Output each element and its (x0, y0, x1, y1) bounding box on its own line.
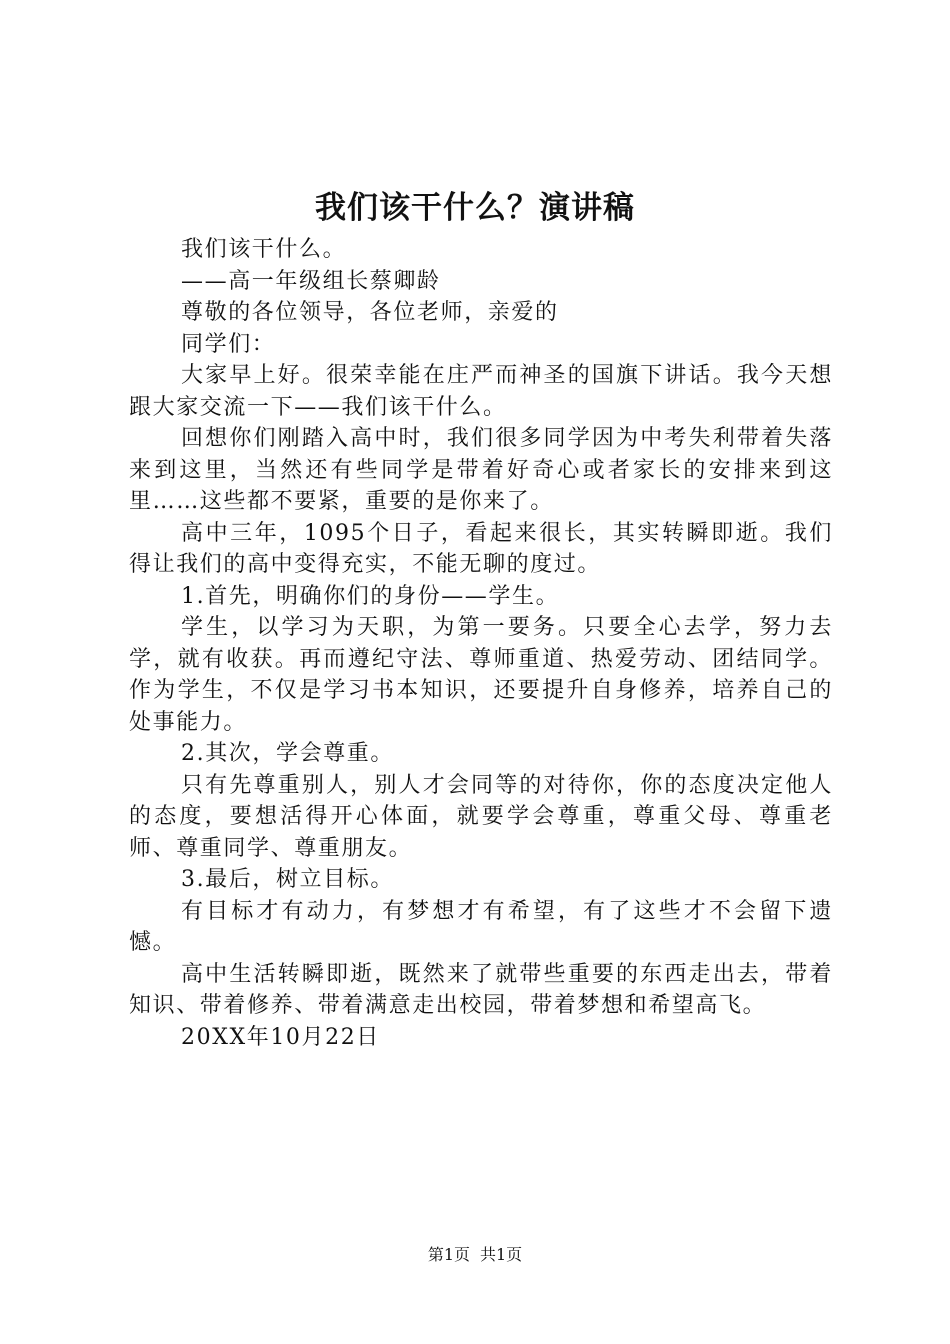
paragraph: 学生，以学习为天职，为第一要务。只要全心去学，努力去学，就有收获。再而遵纪守法、尊师重道、热爱劳动、团结同学。作为学生，不仅是学习书本知识，还要提升自身修养，培养自己的处事能力。 (129, 615, 833, 735)
paragraph: 有目标才有动力，有梦想才有希望，有了这些才不会留下遗憾。 (129, 898, 833, 955)
paragraph: 只有先尊重别人，别人才会同等的对待你，你的态度决定他人的态度，要想活得开心体面，就要学会尊重，尊重父母、尊重老师、尊重同学、尊重朋友。 (129, 772, 833, 861)
paragraph-author: ——高一年级组长蔡卿龄 (181, 268, 441, 294)
document-body (129, 234, 833, 1053)
paragraph: 高中生活转瞬即逝，既然来了就带些重要的东西走出去，带着知识、带着修养、带着满意走出校园，带着梦想和希望高飞。 (129, 961, 833, 1018)
paragraph-salutation-cont: 同学们： (181, 331, 276, 357)
page-footer (0, 1244, 950, 1266)
paragraph: 大家早上好。很荣幸能在庄严而神圣的国旗下讲话。我今天想跟大家交流一下——我们该干什么。 (129, 363, 833, 420)
page-total: 共1页 (480, 1245, 523, 1264)
page-number: 第1页 (427, 1245, 470, 1264)
paragraph: 高中三年，1095个日子，看起来很长，其实转瞬即逝。我们得让我们的高中变得充实，不能无聊的度过。 (129, 520, 833, 577)
paragraph-salutation: 尊敬的各位领导，各位老师，亲爱的 (181, 300, 559, 325)
paragraph: 回想你们刚踏入高中时，我们很多同学因为中考失利带着失落来到这里，当然还有些同学是带着好奇心或者家长的安排来到这里……这些都不要紧，重要的是你来了。 (129, 426, 833, 514)
paragraph-point-3: 3.最后，树立目标。 (181, 867, 394, 892)
document-title: 我们该干什么？演讲稿 (315, 190, 635, 226)
paragraph-heading: 我们该干什么。 (181, 237, 347, 262)
paragraph-point-1: 1.首先，明确你们的身份——学生。 (181, 583, 560, 609)
paragraph-point-2: 2.其次，学会尊重。 (181, 741, 394, 766)
paragraph-date: 20XX年10月22日 (181, 1024, 380, 1050)
